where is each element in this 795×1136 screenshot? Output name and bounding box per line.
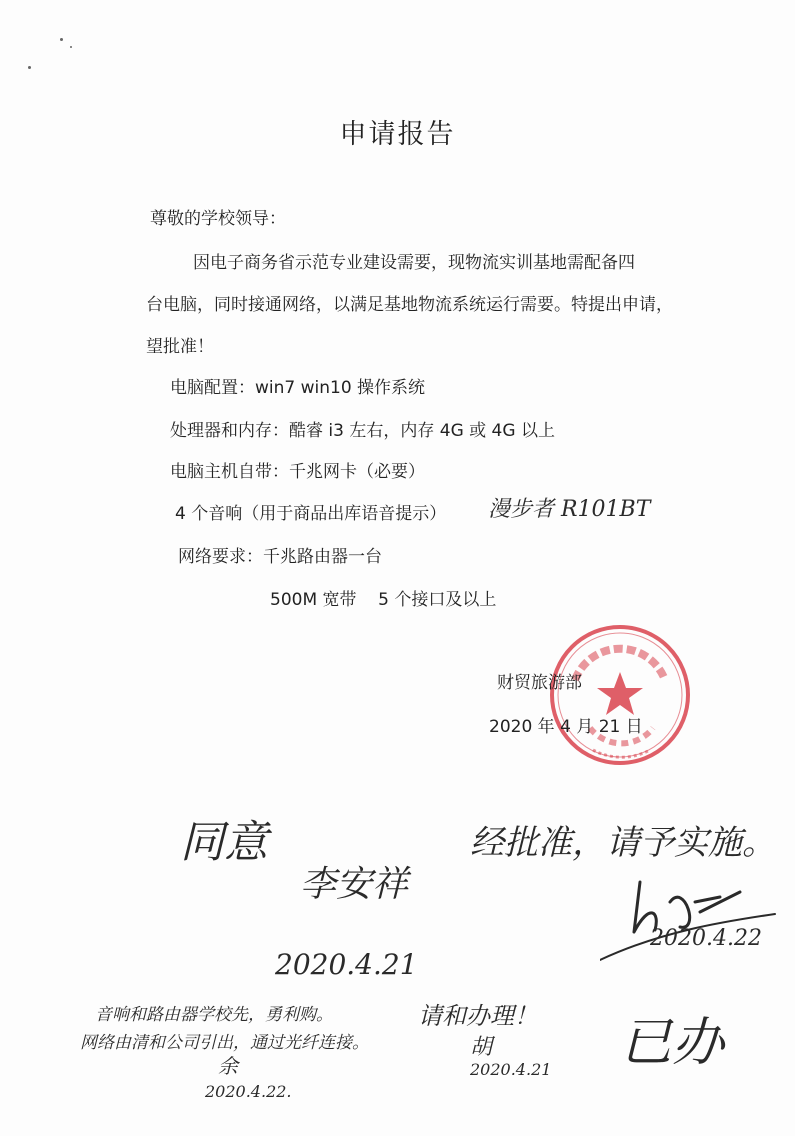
note-left-line2: 网络由清和公司引出，通过光纤连接。 <box>80 1033 369 1053</box>
signature-bottom-right: 已办 <box>620 1013 725 1073</box>
official-seal <box>545 620 695 770</box>
note-mid-date: 2020.4.21 <box>470 1060 552 1079</box>
signature-name-1: 李安祥 <box>300 864 409 905</box>
note-mid: 请和办理！ <box>418 1002 538 1030</box>
sender-department: 财贸旅游部 <box>497 673 582 693</box>
note-mid-signature: 胡 <box>470 1035 493 1060</box>
spec-speakers: 4 个音响（用于商品出库语音提示） <box>175 504 447 524</box>
document-title: 申请报告 <box>339 119 456 150</box>
scan-speck <box>70 46 72 48</box>
body-line-3: 望批准！ <box>146 337 214 357</box>
note-left-line1: 音响和路由器学校先，勇利购。 <box>95 1005 333 1025</box>
spec-processor-memory: 处理器和内存：酷睿 i3 左右，内存 4G 或 4G 以上 <box>170 421 555 441</box>
spec-bandwidth: 500M 宽带 5 个接口及以上 <box>270 590 497 610</box>
signature-agree: 同意 <box>180 817 268 868</box>
signature-date-right: 2020.4.22 <box>650 926 762 951</box>
note-left-date: 2020.4.22. <box>205 1082 292 1101</box>
salutation: 尊敬的学校领导： <box>150 209 286 229</box>
sender-date: 2020 年 4 月 21 日 <box>489 717 643 737</box>
seal-star-icon <box>597 672 643 715</box>
signature-date-1: 2020.4.21 <box>275 948 418 981</box>
speaker-model-handwritten: 漫步者 R101BT <box>488 497 651 522</box>
scan-speck <box>28 66 31 69</box>
signature-scribble-right <box>600 872 780 972</box>
spec-host-nic: 电脑主机自带：千兆网卡（必要） <box>170 462 425 482</box>
spec-computer-config: 电脑配置：win7 win10 操作系统 <box>170 378 426 398</box>
note-left-signature: 余 <box>218 1054 238 1078</box>
spec-network: 网络要求：千兆路由器一台 <box>178 547 382 567</box>
body-line-1: 因电子商务省示范专业建设需要，现物流实训基地需配备四 <box>193 253 635 273</box>
body-line-2: 台电脑，同时接通网络，以满足基地物流系统运行需要。特提出申请， <box>146 295 673 315</box>
signature-right-text: 经批准，请予实施。 <box>470 823 776 863</box>
scan-speck <box>60 38 63 41</box>
